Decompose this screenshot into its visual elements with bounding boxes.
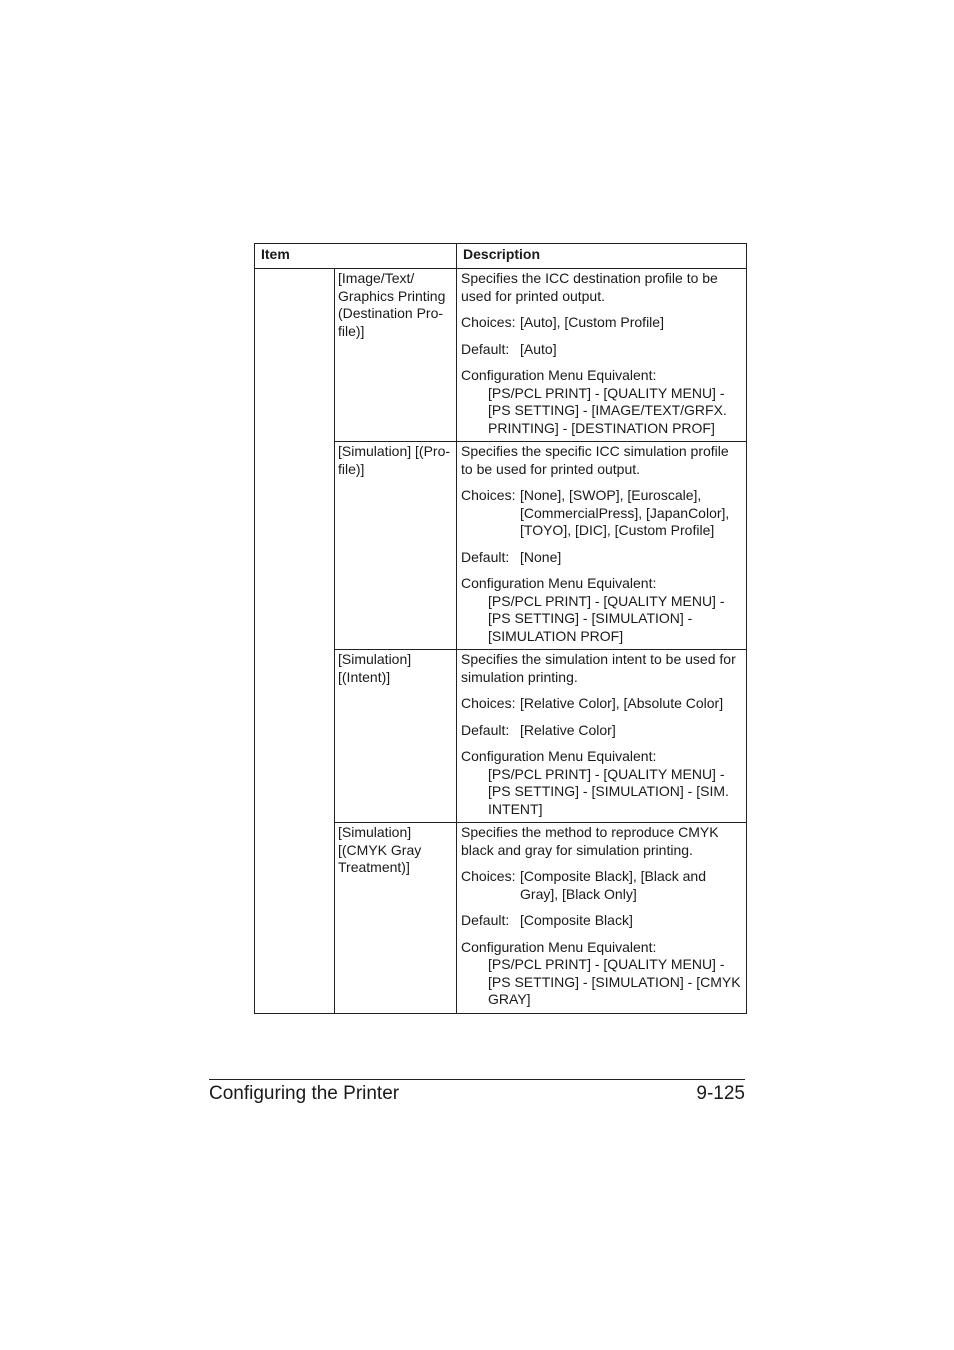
default-line bbox=[461, 912, 742, 930]
choices-line bbox=[461, 487, 742, 540]
choices-label: Choices: bbox=[461, 868, 516, 884]
footer-divider bbox=[209, 1079, 745, 1080]
menu-equivalent-label: Configuration Menu Equivalent: bbox=[461, 575, 657, 591]
menu-equivalent-label: Configuration Menu Equivalent: bbox=[461, 938, 657, 955]
group-cell bbox=[255, 269, 335, 1014]
choices-value: [Relative Color], [Absolute Color] bbox=[520, 695, 724, 711]
description-summary: Specifies the method to reproduce CMYK black and gray for simulation printing. bbox=[461, 824, 719, 858]
default-label: Default: bbox=[461, 912, 510, 928]
default-value: [Composite Black] bbox=[520, 912, 633, 928]
menu-equivalent-label: Configuration Menu Equivalent: bbox=[461, 367, 657, 383]
choices-label: Choices: bbox=[461, 695, 516, 711]
menu-equivalent-label: Configuration Menu Equivalent: bbox=[461, 748, 657, 764]
menu-equivalent-path: [PS/PCL PRINT] - [QUALITY MENU] - [PS SETTING] - [SIMULATION] - [SIM. INTENT] bbox=[488, 765, 729, 817]
description-column-header: Description bbox=[457, 244, 747, 269]
item-name: [Image/Text/ Graphics Printing (Destination Pro- file)] bbox=[335, 269, 457, 442]
table-row bbox=[255, 269, 747, 442]
default-line bbox=[461, 722, 742, 740]
default-line bbox=[461, 341, 742, 359]
description-cell bbox=[457, 823, 747, 1014]
item-column-header: Item bbox=[255, 244, 457, 269]
choices-value: [None], [SWOP], [Euroscale], [CommercialPress], [JapanColor], [TOYO], [DIC], [Custom Profile] bbox=[520, 487, 730, 538]
choices-line bbox=[461, 695, 742, 713]
description-cell bbox=[457, 650, 747, 823]
default-value: [Auto] bbox=[520, 340, 557, 357]
description-summary: Specifies the ICC destination profile to be used for printed output. bbox=[461, 270, 718, 304]
description-summary: Specifies the simulation intent to be used for simulation printing. bbox=[461, 651, 736, 685]
default-line bbox=[461, 549, 742, 567]
menu-equivalent-path: [PS/PCL PRINT] - [QUALITY MENU] - [PS SETTING] - [IMAGE/TEXT/GRFX. PRINTING] - [DESTINATION PROF] bbox=[488, 384, 727, 436]
choices-line bbox=[461, 314, 742, 332]
choices-label: Choices: bbox=[461, 487, 516, 503]
choices-label: Choices: bbox=[461, 314, 516, 330]
description-summary: Specifies the specific ICC simulation profile to be used for printed output. bbox=[461, 443, 729, 477]
choices-value: [Composite Black], [Black and Gray], [Black Only] bbox=[520, 868, 706, 902]
item-name: [Simulation] [(CMYK Gray Treatment)] bbox=[335, 823, 457, 1014]
item-name: [Simulation] [(Pro- file)] bbox=[335, 442, 457, 650]
menu-equivalent-path: [PS/PCL PRINT] - [QUALITY MENU] - [PS SETTING] - [SIMULATION] - [SIMULATION PROF] bbox=[488, 592, 725, 644]
item-name: [Simulation] [(Intent)] bbox=[335, 650, 457, 823]
default-label: Default: bbox=[461, 721, 510, 738]
default-value: [Relative Color] bbox=[520, 721, 616, 738]
description-cell bbox=[457, 269, 747, 442]
default-label: Default: bbox=[461, 548, 510, 565]
choices-line bbox=[461, 868, 742, 903]
default-label: Default: bbox=[461, 340, 510, 357]
menu-equivalent-path: [PS/PCL PRINT] - [QUALITY MENU] - [PS SETTING] - [SIMULATION] - [CMYK GRAY] bbox=[488, 956, 741, 1007]
footer-page-number: 9-125 bbox=[696, 1083, 745, 1104]
table-header-row bbox=[255, 244, 747, 269]
settings-table bbox=[254, 243, 747, 1014]
description-cell bbox=[457, 442, 747, 650]
default-value: [None] bbox=[520, 548, 562, 565]
footer-section-title: Configuring the Printer bbox=[209, 1083, 400, 1104]
choices-value: [Auto], [Custom Profile] bbox=[520, 314, 664, 330]
